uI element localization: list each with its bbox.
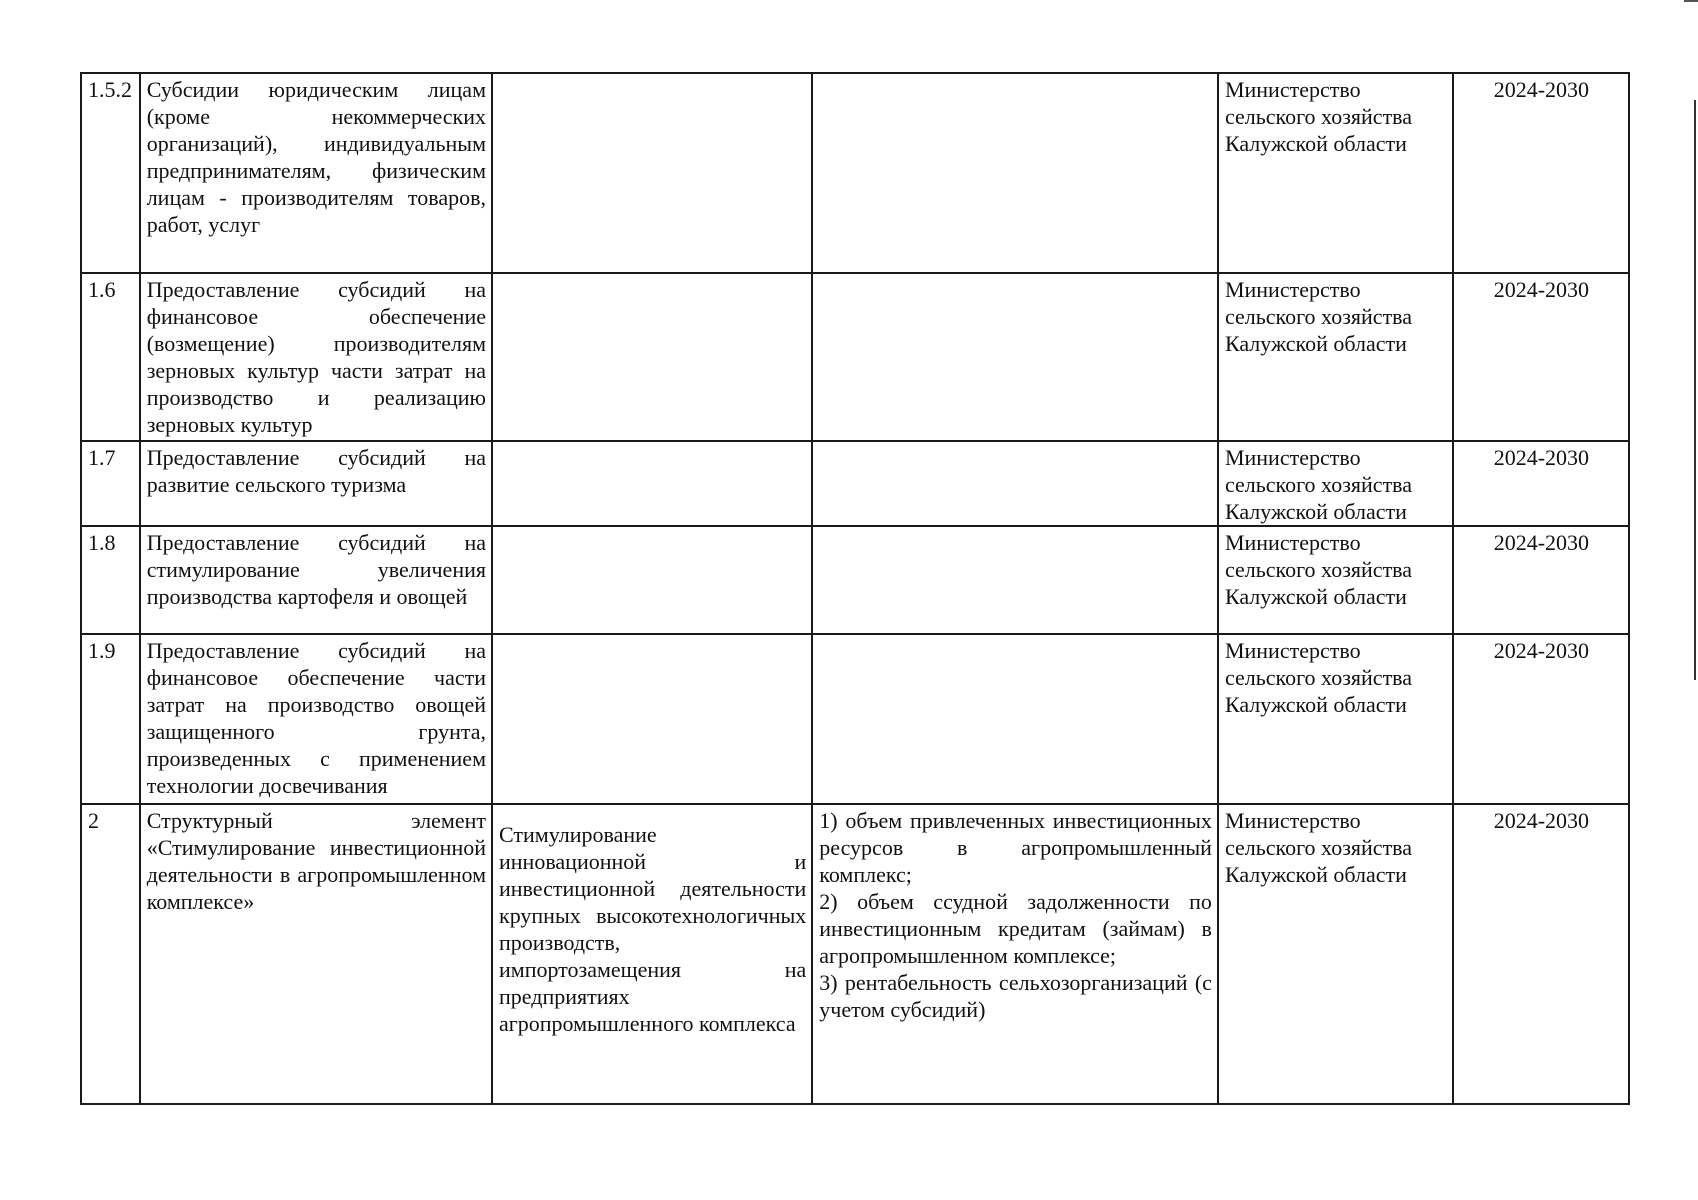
indicator-2: 2) объем ссудной задолженности по инвестиционным кредитам (займам) в агропромышленном комплексе;	[819, 889, 1212, 968]
scan-corner-mark	[1684, 0, 1698, 2]
item-responsible: Министерство сельского хозяйства Калужской области	[1218, 526, 1453, 634]
scan-edge-line	[1694, 100, 1696, 680]
table-row	[81, 73, 1629, 273]
item-objective	[492, 441, 812, 526]
item-responsible: Министерство сельского хозяйства Калужской области	[1218, 804, 1453, 1104]
indicator-1: 1) объем привлеченных инвестиционных ресурсов в агропромышленный комплекс;	[819, 808, 1212, 887]
indicator-3: 3) рентабельность сельхозорганизаций (с учетом субсидий)	[819, 970, 1212, 1022]
item-indicators	[812, 634, 1218, 804]
item-responsible: Министерство сельского хозяйства Калужской области	[1218, 634, 1453, 804]
item-number: 1.5.2	[81, 73, 140, 273]
table-row	[81, 441, 1629, 526]
table-row	[81, 804, 1629, 1104]
item-number: 1.9	[81, 634, 140, 804]
item-indicators	[812, 526, 1218, 634]
item-objective	[492, 634, 812, 804]
item-period: 2024-2030	[1453, 441, 1629, 526]
item-number: 1.8	[81, 526, 140, 634]
item-description: Структурный элемент «Стимулирование инвестиционной деятельности в агропромышленном комплексе»	[140, 804, 492, 1104]
item-responsible: Министерство сельского хозяйства Калужской области	[1218, 441, 1453, 526]
item-objective	[492, 804, 812, 1104]
item-objective	[492, 73, 812, 273]
item-number: 2	[81, 804, 140, 1104]
item-period: 2024-2030	[1453, 73, 1629, 273]
item-description: Предоставление субсидий на финансовое обеспечение (возмещение) производителям зерновых культур части затрат на производство и реализацию зерновых культур	[140, 273, 492, 441]
item-number: 1.6	[81, 273, 140, 441]
item-description: Предоставление субсидий на финансовое обеспечение части затрат на производство овощей защищенного грунта, произведенных с применением технологии досвечивания	[140, 634, 492, 804]
objective-text: Стимулирование инновационной и инвестиционной деятельности крупных высокотехнологичных производств, импортозамещения на предприятиях агропромышленного комплекса	[499, 822, 807, 1036]
item-period: 2024-2030	[1453, 273, 1629, 441]
item-indicators	[812, 273, 1218, 441]
item-objective	[492, 526, 812, 634]
table-row	[81, 273, 1629, 441]
item-objective	[492, 273, 812, 441]
item-period: 2024-2030	[1453, 526, 1629, 634]
item-number: 1.7	[81, 441, 140, 526]
table-row	[81, 526, 1629, 634]
item-period: 2024-2030	[1453, 634, 1629, 804]
item-description: Предоставление субсидий на развитие сельского туризма	[140, 441, 492, 526]
item-indicators	[812, 73, 1218, 273]
table-row	[81, 634, 1629, 804]
item-indicators	[812, 804, 1218, 1104]
item-description: Предоставление субсидий на стимулирование увеличения производства картофеля и овощей	[140, 526, 492, 634]
item-responsible: Министерство сельского хозяйства Калужской области	[1218, 73, 1453, 273]
item-indicators	[812, 441, 1218, 526]
item-description: Субсидии юридическим лицам (кроме некоммерческих организаций), индивидуальным предпринимателям, физическим лицам - производителям товаров, работ, услуг	[140, 73, 492, 273]
item-responsible: Министерство сельского хозяйства Калужской области	[1218, 273, 1453, 441]
program-measures-table	[80, 72, 1630, 1105]
item-period: 2024-2030	[1453, 804, 1629, 1104]
